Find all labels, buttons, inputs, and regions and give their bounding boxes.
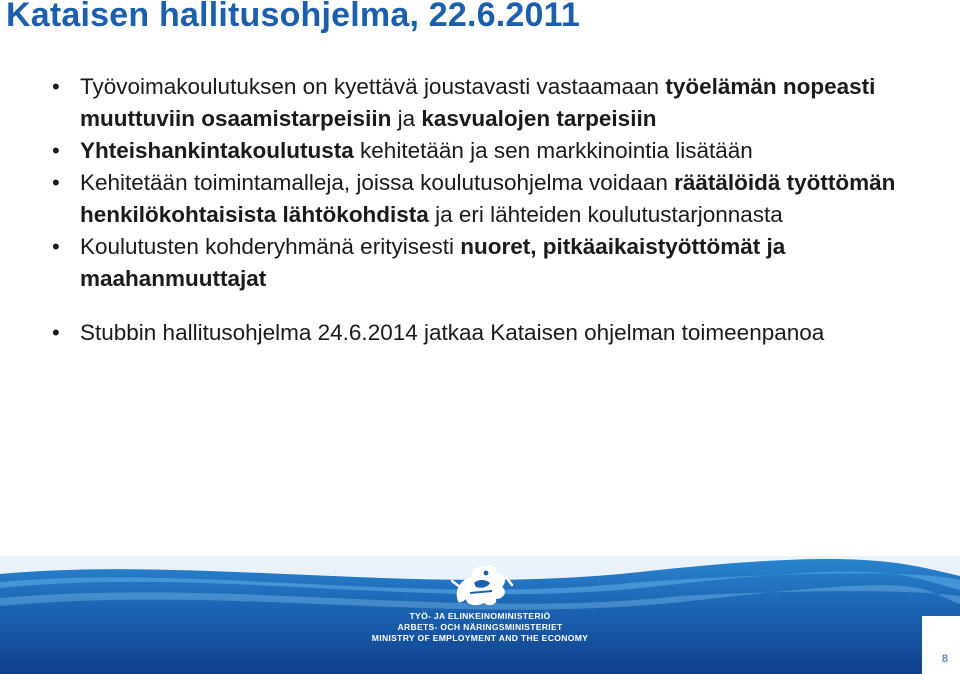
bullet-emphasis: nuoret, pitkäaikaistyöttömät ja maahanmuuttajat [80, 234, 786, 291]
bullet-list [52, 71, 932, 349]
bullet-item [52, 317, 932, 349]
page-number-box [922, 616, 960, 674]
bullet-text: Stubbin hallitusohjelma 24.6.2014 jatkaa Kataisen ohjelman toimeenpanoa [80, 320, 825, 345]
bullet-text: kehitetään ja sen markkinointia lisätään [353, 138, 753, 163]
bullet-item [52, 167, 932, 231]
bullet-item [52, 231, 932, 295]
bullet-item [52, 135, 932, 167]
bullet-text: Koulutusten kohderyhmänä erityisesti [80, 234, 461, 259]
bullet-emphasis: työelämän nopeasti muuttuviin osaamistarpeisiin [80, 74, 876, 131]
ministry-name-en: MINISTRY OF EMPLOYMENT AND THE ECONOMY [371, 633, 589, 643]
ministry-name-fi: TYÖ- JA ELINKEINOMINISTERIÖ [409, 611, 551, 621]
bullet-text: ja [391, 106, 422, 131]
ministry-name-sv: ARBETS- OCH NÄRINGSMINISTERIET [397, 622, 563, 632]
page-number: 8 [941, 653, 948, 665]
bullet-emphasis: Yhteishankintakoulutusta [80, 138, 354, 163]
slide-title: Kataisen hallitusohjelma, 22.6.2011 [6, 0, 580, 34]
bullet-text: Työvoimakoulutuksen on kyettävä joustavasti vastaamaan [80, 74, 666, 99]
bullet-text: ja eri lähteiden koulutustarjonnasta [428, 202, 783, 227]
bullet-item [52, 71, 932, 135]
ministry-name [340, 611, 620, 644]
bullet-emphasis: räätälöidä työttömän henkilökohtaisista lähtökohdista [80, 170, 896, 227]
bullet-text: Kehitetään toimintamalleja, joissa koulutusohjelma voidaan [80, 170, 675, 195]
bullet-emphasis: kasvualojen tarpeisiin [421, 106, 657, 131]
finnish-lion-emblem-icon [430, 561, 530, 609]
